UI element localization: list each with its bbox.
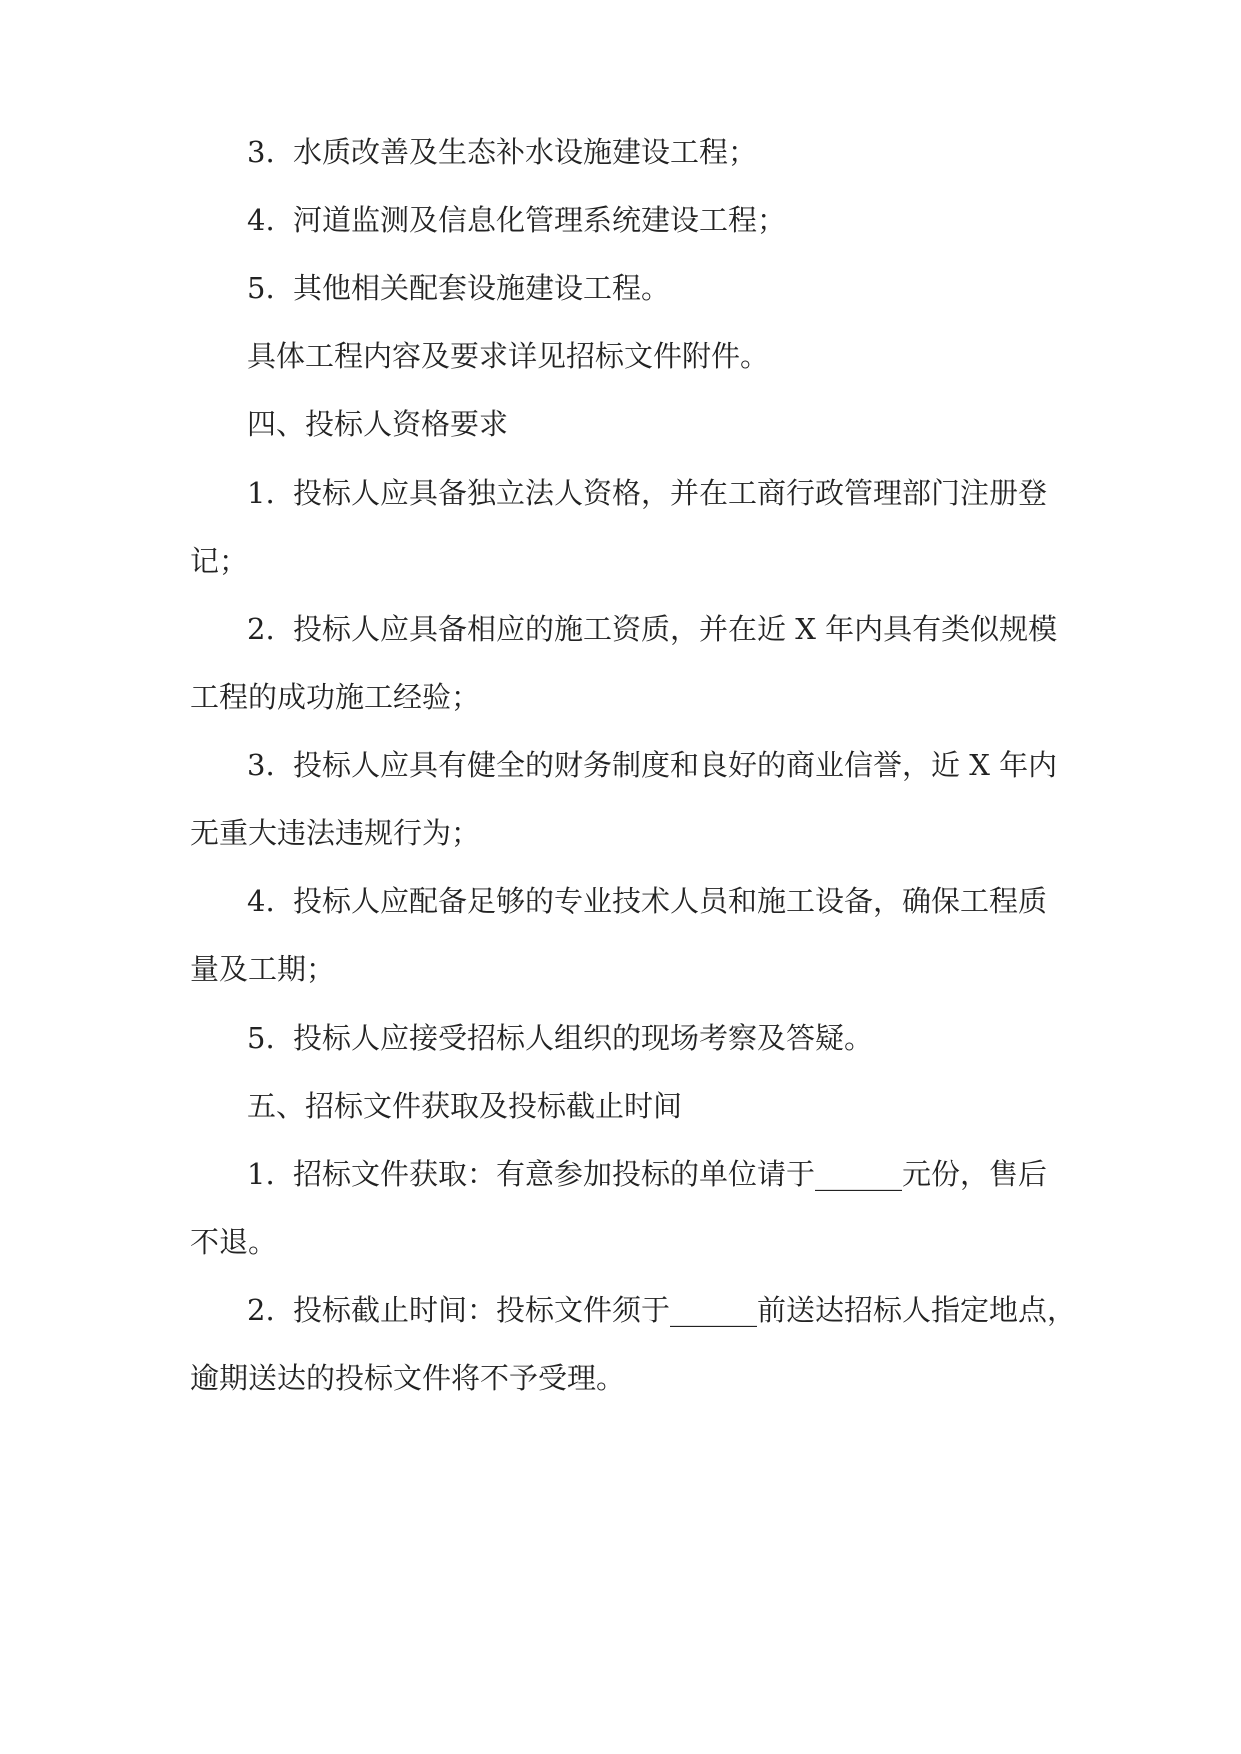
section-heading: 五、招标文件获取及投标截止时间 [247,1089,683,1123]
list-item-continuation: 量及工期； [190,952,336,986]
list-item [0,1008,1241,1068]
list-number: 5. [247,271,275,305]
list-number: 1. [247,1157,275,1191]
list-item [0,871,1241,931]
list-item-continuation: 工程的成功施工经验； [190,680,481,714]
list-number: 3. [247,748,275,782]
list-item-text: 投标截止时间：投标文件须于______前送达招标人指定地点， [293,1293,1077,1327]
list-item [0,463,1241,523]
list-item-text: 河道监测及信息化管理系统建设工程； [293,203,787,237]
list-number: 4. [247,884,275,918]
list-number: 2. [247,1293,275,1327]
list-item [0,599,1241,659]
list-item-continuation: 无重大违法违规行为； [190,816,481,850]
list-item [0,735,1241,795]
list-number: 3. [247,135,275,169]
list-item-text: 投标人应具备独立法人资格，并在工商行政管理部门注册登 [293,476,1048,510]
paragraph: 具体工程内容及要求详见招标文件附件。 [247,339,770,373]
list-item [0,258,1241,318]
list-number: 1. [247,476,275,510]
list-number: 4. [247,203,275,237]
list-item [0,190,1241,250]
list-number: 5. [247,1021,275,1055]
list-item-text: 投标人应接受招标人组织的现场考察及答疑。 [293,1021,874,1055]
list-item-text: 招标文件获取：有意参加投标的单位请于______元份，售后 [293,1157,1048,1191]
list-item-text: 其他相关配套设施建设工程。 [293,271,671,305]
list-item-continuation: 不退。 [190,1225,278,1259]
list-item [0,1280,1241,1340]
list-item-text: 投标人应配备足够的专业技术人员和施工设备，确保工程质 [293,884,1048,918]
list-item-continuation: 记； [190,544,249,578]
list-item-text: 水质改善及生态补水设施建设工程； [293,135,758,169]
list-item-text: 投标人应具备相应的施工资质，并在近 X 年内具有类似规模 [293,612,1058,646]
list-item [0,122,1241,182]
list-item-continuation: 逾期送达的投标文件将不予受理。 [190,1361,626,1395]
list-item-text: 投标人应具有健全的财务制度和良好的商业信誉，近 X 年内 [293,748,1058,782]
list-item [0,1144,1241,1204]
list-number: 2. [247,612,275,646]
section-heading: 四、投标人资格要求 [247,407,509,441]
